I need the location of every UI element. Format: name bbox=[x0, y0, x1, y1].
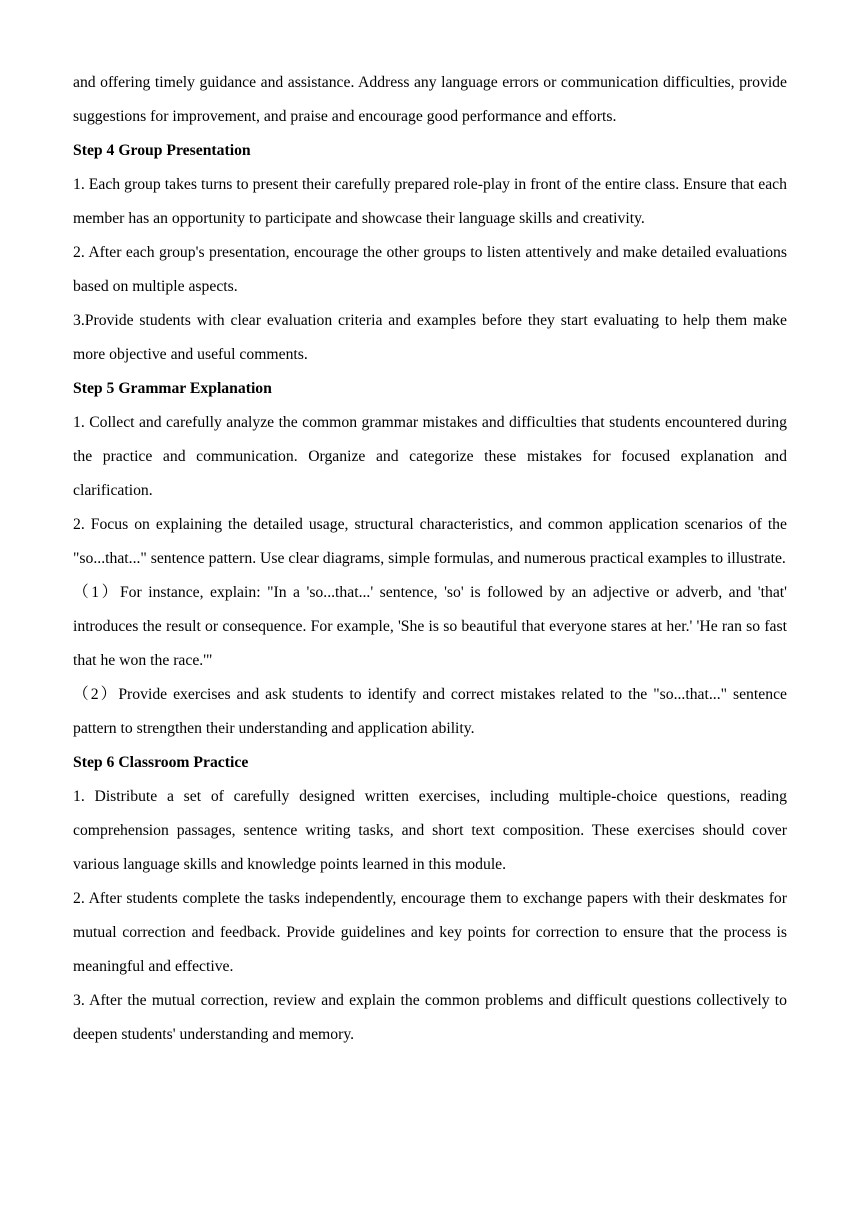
paragraph-step4-item1: 1. Each group takes turns to present their carefully prepared role-play in front of the entire class. Ensure that each member has an opportunity to participate and showcase their language skills and creativity. bbox=[73, 176, 787, 227]
heading-step-6: Step 6 Classroom Practice bbox=[73, 754, 249, 771]
paragraph-step5-item1: 1. Collect and carefully analyze the common grammar mistakes and difficulties that students encountered during the practice and communication. Organize and categorize these mistakes for focused explanation and clarification. bbox=[73, 414, 787, 499]
paragraph-step4-item3: 3.Provide students with clear evaluation criteria and examples before they start evaluating to help them make more objective and useful comments. bbox=[73, 312, 787, 363]
paragraph-step5-sub2: （2）Provide exercises and ask students to identify and correct mistakes related to the "so...that..." sentence pattern to strengthen their understanding and application ability. bbox=[73, 686, 787, 737]
paragraph-continuation: and offering timely guidance and assistance. Address any language errors or communication difficulties, provide suggestions for improvement, and praise and encourage good performance and efforts. bbox=[73, 74, 787, 125]
heading-step-5: Step 5 Grammar Explanation bbox=[73, 380, 272, 397]
document-page bbox=[73, 66, 787, 1052]
paragraph-step6-item3: 3. After the mutual correction, review and explain the common problems and difficult questions collectively to deepen students' understanding and memory. bbox=[73, 992, 787, 1043]
paragraph-step4-item2: 2. After each group's presentation, encourage the other groups to listen attentively and make detailed evaluations based on multiple aspects. bbox=[73, 244, 787, 295]
paragraph-step6-item2: 2. After students complete the tasks independently, encourage them to exchange papers with their deskmates for mutual correction and feedback. Provide guidelines and key points for correction to ensure that the process is meaningful and effective. bbox=[73, 890, 787, 975]
heading-step-4: Step 4 Group Presentation bbox=[73, 142, 251, 159]
paragraph-step5-item2: 2. Focus on explaining the detailed usage, structural characteristics, and common application scenarios of the "so...that..." sentence pattern. Use clear diagrams, simple formulas, and numerous practical examples to illustrate. bbox=[73, 516, 787, 567]
paragraph-step6-item1: 1. Distribute a set of carefully designed written exercises, including multiple-choice questions, reading comprehension passages, sentence writing tasks, and short text composition. These exercises should cover various language skills and knowledge points learned in this module. bbox=[73, 788, 787, 873]
paragraph-step5-sub1: （1）For instance, explain: "In a 'so...that...' sentence, 'so' is followed by an adjective or adverb, and 'that' introduces the result or consequence. For example, 'She is so beautiful that everyone stares at her.' 'He ran so fast that he won the race.'" bbox=[73, 584, 787, 669]
